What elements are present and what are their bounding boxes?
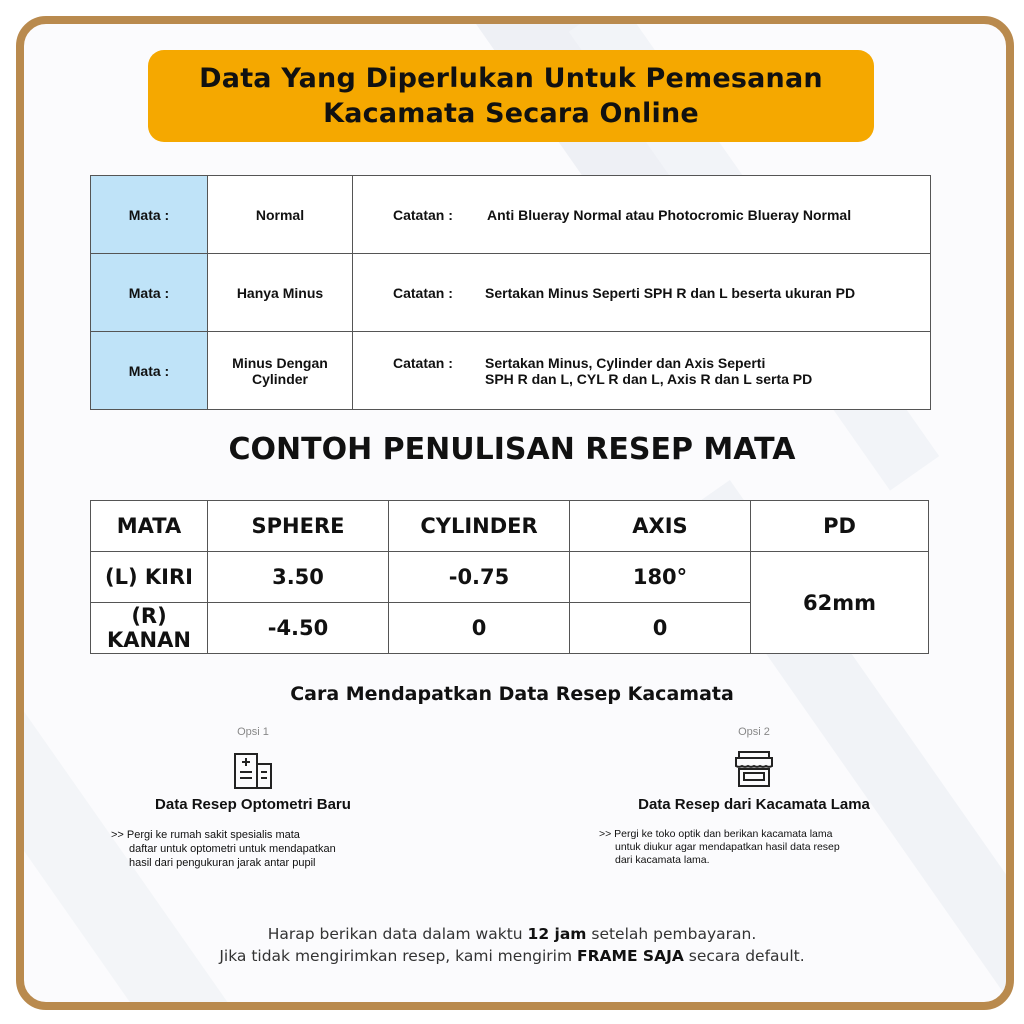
howto-title: Cara Mendapatkan Data Resep Kacamata bbox=[290, 683, 734, 705]
note-text: Anti Blueray Normal atau Photocromic Blueray Normal bbox=[487, 206, 852, 223]
mata-label: Mata : bbox=[91, 176, 208, 254]
table-header-row bbox=[91, 501, 929, 552]
eye-type bbox=[208, 176, 353, 254]
option-1 bbox=[133, 726, 373, 813]
sphere-value: 3.50 bbox=[208, 552, 389, 603]
footer-line-2 bbox=[0, 947, 1024, 965]
axis-value: 180° bbox=[570, 552, 751, 603]
note-text: Sertakan Minus Seperti SPH R dan L beserta ukuran PD bbox=[485, 284, 856, 301]
description-line: dari kacamata lama. bbox=[615, 854, 710, 866]
mata-label: Mata : bbox=[91, 332, 208, 410]
eye-type bbox=[208, 254, 353, 332]
description-line: hasil dari pengukuran jarak antar pupil bbox=[129, 857, 316, 869]
footer-emphasis: FRAME SAJA bbox=[577, 947, 684, 965]
table-row bbox=[91, 332, 931, 410]
description-line: >> Pergi ke toko optik dan berikan kacamata lama bbox=[599, 828, 833, 840]
option-label: Opsi 1 bbox=[237, 726, 269, 738]
column-header: SPHERE bbox=[208, 501, 389, 552]
footer-text: setelah pembayaran. bbox=[586, 925, 757, 943]
footer-text: Jika tidak mengirimkan resep, kami mengirim bbox=[219, 947, 577, 965]
column-header: AXIS bbox=[570, 501, 751, 552]
option-2-description bbox=[599, 828, 899, 867]
table-row bbox=[91, 552, 929, 603]
note-cell bbox=[353, 176, 931, 254]
eye-type bbox=[208, 332, 353, 410]
footer-text: Harap berikan data dalam waktu bbox=[267, 925, 528, 943]
option-name: Data Resep dari Kacamata Lama bbox=[638, 796, 870, 813]
store-icon bbox=[733, 748, 775, 790]
note-text: SPH R dan L, CYL R dan L, Axis R dan L serta PD bbox=[485, 370, 813, 387]
eye-type-line: Cylinder bbox=[251, 370, 308, 387]
cylinder-value: -0.75 bbox=[389, 552, 570, 603]
note-label: Catatan : bbox=[393, 284, 453, 301]
title-banner bbox=[148, 50, 874, 142]
eye-side: (L) KIRI bbox=[91, 552, 208, 603]
mata-label: Mata : bbox=[91, 254, 208, 332]
note-label: Catatan : bbox=[393, 354, 453, 371]
footer-text: secara default. bbox=[683, 947, 805, 965]
description-line: daftar untuk optometri untuk mendapatkan bbox=[129, 843, 336, 855]
note-text: Sertakan Minus, Cylinder dan Axis Seperti bbox=[485, 354, 766, 371]
eye-type-line: Hanya Minus bbox=[236, 284, 324, 301]
option-1-description bbox=[111, 828, 381, 870]
note-label: Catatan : bbox=[393, 206, 453, 223]
table-row bbox=[91, 176, 931, 254]
cylinder-value: 0 bbox=[389, 603, 570, 654]
prescription-table bbox=[90, 500, 929, 654]
eye-type-line: Normal bbox=[255, 206, 305, 223]
table-row bbox=[91, 254, 931, 332]
note-cell bbox=[353, 332, 931, 410]
requirements-table bbox=[90, 175, 931, 410]
description-line: untuk diukur agar mendapatkan hasil data resep bbox=[615, 841, 840, 853]
footer-line-1 bbox=[0, 925, 1024, 943]
section-title: CONTOH PENULISAN RESEP MATA bbox=[228, 432, 796, 467]
title-line-2: Kacamata Secara Online bbox=[323, 98, 699, 129]
column-header: PD bbox=[751, 501, 929, 552]
option-2 bbox=[606, 726, 902, 813]
pd-value: 62mm bbox=[751, 552, 929, 654]
option-name: Data Resep Optometri Baru bbox=[155, 796, 351, 813]
sphere-value: -4.50 bbox=[208, 603, 389, 654]
eye-type-line: Minus Dengan bbox=[232, 354, 328, 371]
description-line: >> Pergi ke rumah sakit spesialis mata bbox=[111, 829, 300, 841]
footer-emphasis: 12 jam bbox=[527, 925, 587, 943]
note-cell bbox=[353, 254, 931, 332]
column-header: MATA bbox=[91, 501, 208, 552]
hospital-icon bbox=[232, 748, 274, 790]
axis-value: 0 bbox=[570, 603, 751, 654]
option-label: Opsi 2 bbox=[738, 726, 770, 738]
column-header: CYLINDER bbox=[389, 501, 570, 552]
eye-side: (R) KANAN bbox=[91, 603, 208, 654]
title-line-1: Data Yang Diperlukan Untuk Pemesanan bbox=[199, 63, 823, 94]
